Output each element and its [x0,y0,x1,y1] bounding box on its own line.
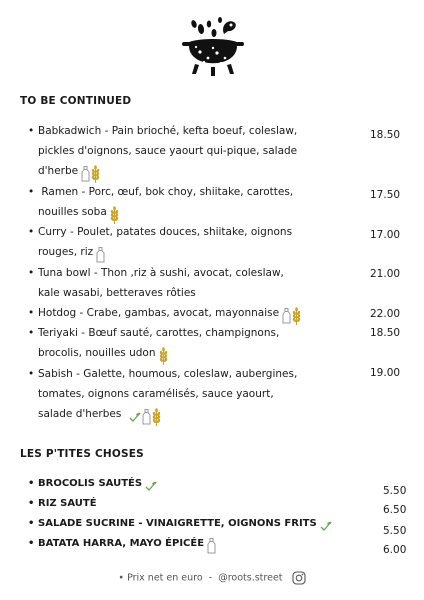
wheat-icon [91,165,100,183]
bullet: • [28,498,35,509]
vegan-leaf-icon [320,521,332,531]
item-text-line: Curry - Poulet, patates douces, shiitake, oignons [38,226,293,238]
side-item-brocolis [28,478,158,492]
side-item-price: 5.50 [383,525,407,537]
item-text-line: Teriyaki - Bœuf sauté, carottes, champignons, [38,327,280,339]
wheat-icon [292,307,301,325]
item-text-line: Sabish - Galette, houmous, coleslaw, aubergines, [38,368,298,380]
bullet: • [28,186,35,198]
milk-bottle-icon [282,308,291,324]
side-item-price: 6.00 [383,544,407,556]
wheat-icon [152,408,161,426]
item-text-line: Hotdog - Crabe, gambas, avocat, mayonnaise [38,307,280,319]
side-item-riz-saute [28,498,97,509]
item-text-line: Babkadwich - Pain brioché, kefta boeuf, coleslaw, [38,125,298,137]
footer-bullet: • [118,572,125,584]
vegan-leaf-icon [129,412,141,422]
item-text-line: tomates, oignons caramélisés, sauce yaourt, [38,388,274,400]
bullet: • [28,478,35,489]
item-price: 19.00 [370,367,401,379]
milk-bottle-icon [81,166,90,182]
side-item-price: 5.50 [383,485,407,497]
footer-separator: - [208,572,213,584]
item-price: 21.00 [370,268,401,280]
milk-bottle-icon [142,409,151,425]
bullet: • [28,518,35,529]
item-text-line: Tuna bowl - Thon ,riz à sushi, avocat, coleslaw, [38,267,284,279]
item-text-line: Ramen - Porc, œuf, bok choy, shiitake, carottes, [38,186,294,198]
bullet: • [28,125,35,137]
cauldron-logo-icon [180,14,246,82]
section-title-les-ptites-choses: LES P'TITES CHOSES [20,448,144,460]
side-item-label: SALADE SUCRINE - VINAIGRETTE, OIGNONS FRITS [38,518,317,529]
side-item-salade-sucrine [28,518,333,532]
vegan-leaf-icon [145,481,157,491]
instagram-handle[interactable]: @roots.street [218,572,283,584]
item-text-line: pickles d'oignons, sauce yaourt qui-pique, salade [38,145,298,157]
bullet: • [28,226,35,238]
item-price: 18.50 [370,129,401,141]
bullet: • [28,267,35,279]
bullet: • [28,538,35,549]
item-text-line: d'herbe [38,165,79,177]
milk-bottle-icon [207,538,216,554]
footer [0,571,424,585]
item-text-line: salade d'herbes [38,408,122,420]
wheat-icon [159,347,168,365]
item-text-line: kale wasabi, betteraves rôties [38,287,196,299]
side-item-label: BROCOLIS SAUTÉS [38,478,143,489]
side-item-label: BATATA HARRA, MAYO ÉPICÉE [38,538,205,549]
bullet: • [28,307,35,319]
item-price: 22.00 [370,308,401,320]
item-text-line: rouges, riz [38,246,94,258]
section-title-to-be-continued: TO BE CONTINUED [20,95,132,107]
bullet: • [28,327,35,339]
wheat-icon [110,206,119,224]
item-price: 17.50 [370,189,401,201]
bullet: • [28,368,35,380]
side-item-batata-harra [28,538,217,554]
instagram-icon[interactable] [292,571,306,585]
milk-bottle-icon [96,247,105,263]
side-item-label: RIZ SAUTÉ [38,498,97,509]
item-text-line: nouilles soba [38,206,107,218]
side-item-price: 6.50 [383,504,407,516]
item-price: 18.50 [370,327,401,339]
item-text-line: brocolis, nouilles udon [38,347,156,359]
item-price: 17.00 [370,229,401,241]
footer-note: Prix net en euro [127,572,203,584]
